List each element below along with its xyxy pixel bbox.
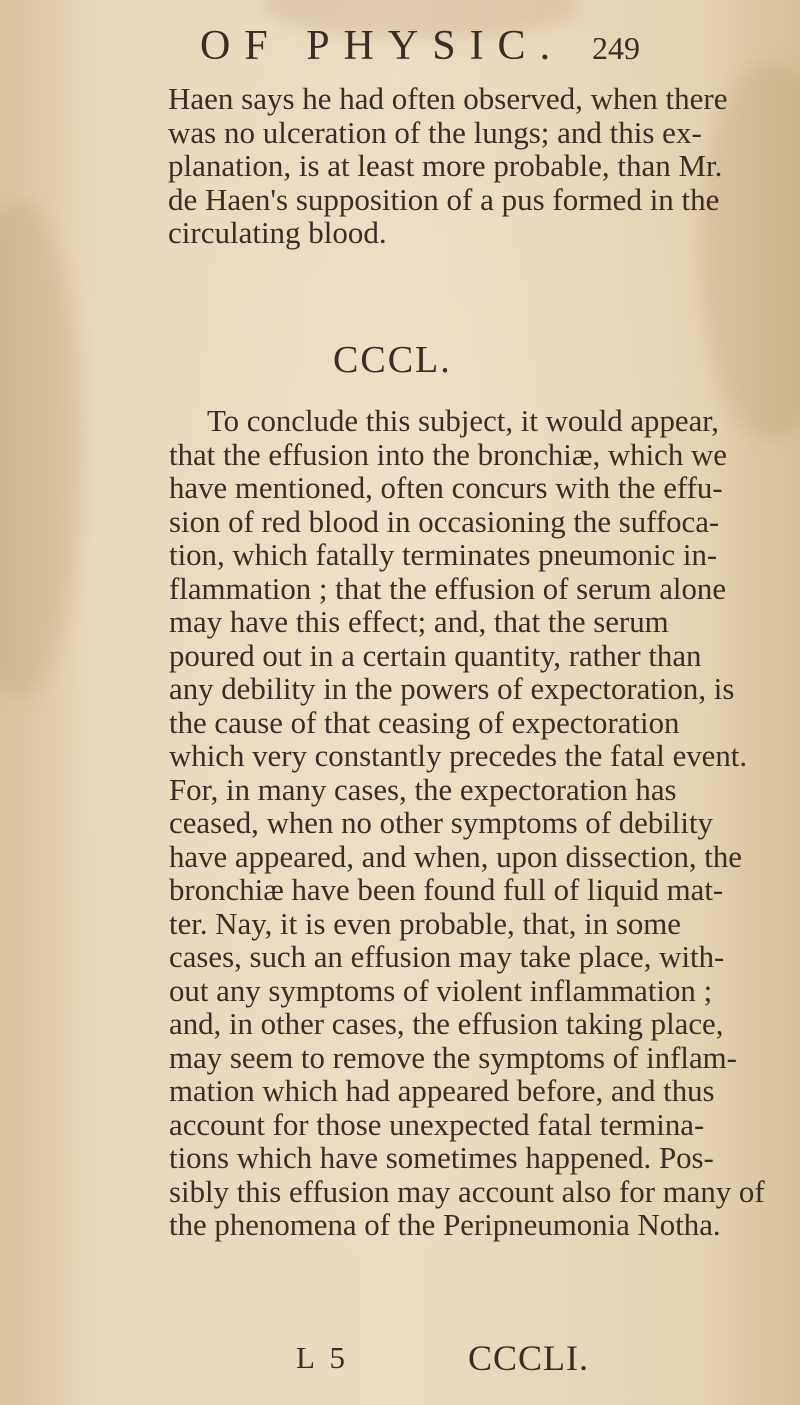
catchword: CCCLI. bbox=[468, 1338, 590, 1378]
text-line: was no ulceration of the lungs; and this ex- bbox=[168, 114, 702, 150]
text-line: sibly this effusion may account also for many of bbox=[169, 1174, 765, 1209]
text-line: may seem to remove the symptoms of inflam- bbox=[169, 1040, 737, 1075]
section-heading: CCCL. bbox=[333, 339, 452, 381]
text-line: bronchiæ have been found full of liquid mat- bbox=[169, 873, 724, 907]
text-line: that the effusion into the bronchiæ, which we bbox=[169, 437, 727, 472]
text-line: planation, is at least more probable, than Mr. bbox=[168, 148, 723, 183]
page-footer bbox=[296, 1340, 736, 1380]
text-line: have mentioned, often concurs with the effu- bbox=[169, 471, 723, 505]
page-number: 249 bbox=[592, 30, 640, 66]
text-line: may have this effect; and, that the serum bbox=[169, 605, 669, 639]
text-line: the phenomena of the Peripneumonia Notha. bbox=[169, 1208, 721, 1242]
text-line: cases, such an effusion may take place, with- bbox=[169, 940, 725, 974]
text-line: Haen says he had often observed, when there bbox=[168, 81, 728, 116]
text-line: sion of red blood in occasioning the suffoca- bbox=[169, 504, 720, 539]
section-paragraph bbox=[169, 404, 793, 1243]
text-line: account for those unexpected fatal termina- bbox=[169, 1107, 705, 1142]
page-stain bbox=[0, 200, 80, 700]
text-line: which very constantly precedes the fatal event. bbox=[169, 739, 748, 773]
text-line: have appeared, and when, upon dissection, the bbox=[169, 839, 742, 874]
text-line: any debility in the powers of expectoration, is bbox=[169, 672, 735, 706]
running-title: OF PHYSIC. bbox=[200, 23, 565, 69]
text-line: ter. Nay, it is even probable, that, in some bbox=[169, 906, 681, 941]
text-line: poured out in a certain quantity, rather than bbox=[169, 638, 702, 673]
text-line: tion, which fatally terminates pneumonic in- bbox=[169, 538, 718, 572]
page-header bbox=[200, 22, 640, 70]
text-line: flammation ; that the effusion of serum alone bbox=[169, 571, 727, 606]
text-line: mation which had appeared before, and thus bbox=[169, 1074, 715, 1108]
text-line: out any symptoms of violent inflammation ; bbox=[169, 973, 713, 1008]
signature-mark: L 5 bbox=[296, 1340, 350, 1375]
text-line: the cause of that ceasing of expectoration bbox=[169, 705, 680, 740]
text-line: tions which have sometimes happened. Pos- bbox=[169, 1141, 714, 1175]
text-line: To conclude this subject, it would appear, bbox=[207, 404, 719, 438]
text-line: and, in other cases, the effusion taking place, bbox=[169, 1007, 724, 1041]
text-line: For, in many cases, the expectoration has bbox=[169, 772, 677, 807]
continuation-paragraph bbox=[168, 82, 768, 250]
text-line: circulating blood. bbox=[168, 215, 387, 250]
text-line: ceased, when no other symptoms of debility bbox=[169, 806, 713, 840]
text-line: de Haen's supposition of a pus formed in the bbox=[168, 181, 720, 217]
